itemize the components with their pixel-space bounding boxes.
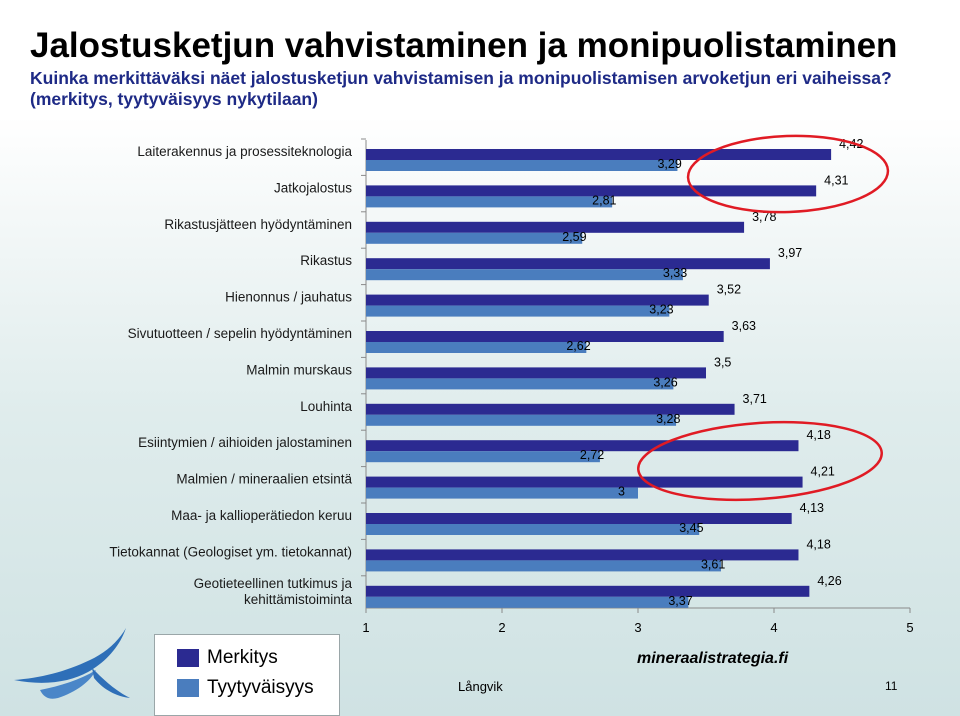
data-label-merkitys: 3,63 — [731, 319, 757, 333]
x-tick-label: 2 — [498, 620, 506, 635]
data-label-merkitys: 3,78 — [752, 209, 777, 224]
data-label-tyytyvaisyys: 3,45 — [679, 521, 704, 535]
category-label: Geotieteellinen tutkimus ja — [193, 575, 352, 591]
bar-tyytyvaisyys — [366, 160, 677, 171]
bar-merkitys — [366, 185, 816, 196]
data-label-merkitys: 4,18 — [806, 428, 831, 443]
bar-tyytyvaisyys — [366, 415, 676, 426]
bar-tyytyvaisyys — [366, 233, 582, 244]
data-label-merkitys: 4,18 — [806, 537, 831, 552]
category-label: Hienonnus / jauhatus — [225, 289, 352, 305]
category-label: Laiterakennus ja prosessiteknologia — [137, 144, 352, 159]
bar-tyytyvaisyys — [366, 196, 612, 207]
category-label: Maa- ja kallioperätiedon keruu — [171, 508, 352, 523]
data-label-merkitys: 3,71 — [742, 391, 767, 406]
legend-swatch-tyytyvaisyys — [177, 679, 199, 697]
data-label-merkitys: 4,13 — [799, 501, 825, 515]
legend-label-tyytyvaisyys: Tyytyväisyys — [207, 677, 314, 698]
data-label-tyytyvaisyys: 3 — [618, 484, 625, 499]
bird-logo-icon — [10, 620, 150, 716]
bar-tyytyvaisyys — [366, 597, 688, 608]
slide-title: Jalostusketjun vahvistaminen ja monipuolistaminen — [30, 26, 898, 65]
legend-label-merkitys: Merkitys — [207, 647, 278, 668]
data-label-tyytyvaisyys: 3,26 — [653, 375, 678, 390]
bar-merkitys — [366, 331, 724, 342]
bar-merkitys — [366, 549, 798, 560]
bar-merkitys — [366, 586, 809, 597]
x-tick-label: 4 — [770, 620, 778, 635]
bar-merkitys — [366, 222, 744, 233]
bar-tyytyvaisyys — [366, 524, 699, 535]
legend-item-tyytyvaisyys — [177, 677, 314, 699]
data-label-merkitys: 3,52 — [716, 282, 742, 297]
category-label: Rikastus — [300, 253, 352, 269]
bar-tyytyvaisyys — [366, 269, 683, 280]
x-tick-label: 1 — [362, 620, 370, 635]
x-tick-label: 5 — [906, 620, 914, 635]
data-label-merkitys: 4,42 — [839, 137, 864, 151]
data-label-tyytyvaisyys: 2,72 — [579, 448, 605, 463]
category-label: Tietokannat (Geologiset ym. tietokannat) — [109, 544, 352, 560]
subtitle-line-1: Kuinka merkittäväksi näet jalostusketjun vahvistamisen ja monipuolistamisen arvoketjun eri vaiheissa? — [30, 68, 892, 88]
subtitle-line-2: (merkitys, tyytyväisyys nykytilaan) — [30, 89, 318, 109]
data-label-tyytyvaisyys: 2,62 — [566, 339, 591, 353]
highlight-ellipse-bottom — [636, 415, 885, 508]
bar-merkitys — [366, 477, 803, 488]
category-label-cont: kehittämistoiminta — [243, 591, 352, 607]
data-label-tyytyvaisyys: 3,33 — [662, 266, 688, 281]
legend-swatch-merkitys — [177, 649, 199, 667]
category-label: Esiintymien / aihioiden jalostaminen — [138, 435, 352, 451]
legend — [154, 634, 340, 716]
category-label: Rikastusjätteen hyödyntäminen — [164, 216, 352, 232]
data-label-tyytyvaisyys: 2,59 — [562, 229, 587, 244]
data-label-merkitys: 3,97 — [777, 246, 803, 261]
footer-brand: mineraalistrategia.fi — [637, 650, 789, 667]
bar-tyytyvaisyys — [366, 488, 638, 499]
bar-merkitys — [366, 258, 770, 269]
data-label-tyytyvaisyys: 3,61 — [700, 557, 726, 572]
bar-tyytyvaisyys — [366, 378, 673, 389]
page-number: 11 — [885, 679, 898, 693]
data-label-tyytyvaisyys: 3,28 — [656, 411, 681, 426]
category-label: Jatkojalostus — [273, 180, 352, 196]
bar-merkitys — [366, 149, 831, 160]
bar-tyytyvaisyys — [366, 306, 669, 317]
legend-item-merkitys — [177, 647, 278, 669]
category-label: Louhinta — [300, 398, 352, 414]
data-label-tyytyvaisyys: 3,23 — [649, 302, 674, 317]
category-label: Malmien / mineraalien etsintä — [176, 471, 352, 487]
bar-merkitys — [366, 513, 792, 524]
data-label-merkitys: 3,5 — [714, 355, 732, 370]
bar-tyytyvaisyys — [366, 342, 586, 353]
data-label-merkitys: 4,31 — [824, 173, 849, 188]
data-label-merkitys: 4,26 — [817, 573, 842, 588]
category-label: Sivutuotteen / sepelin hyödyntäminen — [127, 326, 352, 341]
highlight-ellipse-top — [687, 133, 890, 216]
category-label: Malmin murskaus — [246, 362, 352, 378]
bar-tyytyvaisyys — [366, 451, 600, 462]
data-label-tyytyvaisyys: 2,81 — [592, 193, 617, 208]
data-label-tyytyvaisyys: 3,37 — [668, 593, 693, 608]
footer-author: Långvik — [458, 679, 503, 694]
x-tick-label: 3 — [634, 620, 642, 635]
data-label-tyytyvaisyys: 3,29 — [657, 157, 682, 171]
bar-tyytyvaisyys — [366, 560, 721, 571]
data-label-merkitys: 4,21 — [810, 464, 835, 479]
